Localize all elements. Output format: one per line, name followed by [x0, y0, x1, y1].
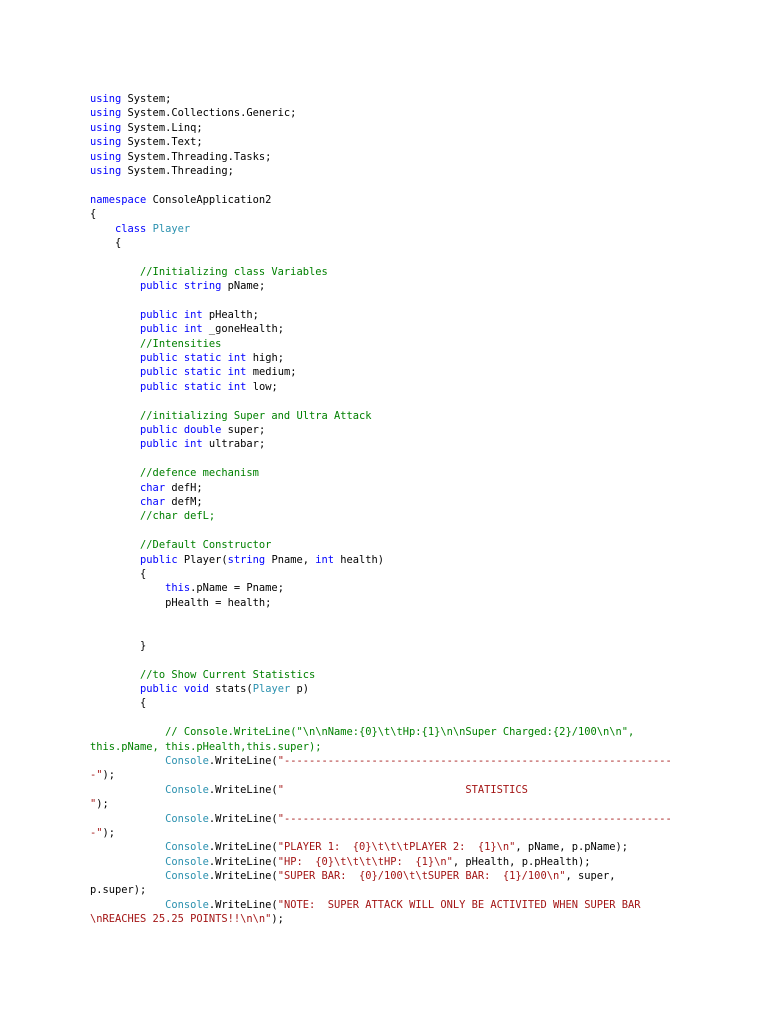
code-comment: this.pName, this.pHealth,this.super);: [90, 740, 322, 753]
code-keyword: using: [90, 121, 122, 134]
code-line: [90, 624, 672, 638]
code-line: [90, 783, 672, 797]
code-text: System.Threading.Tasks;: [121, 150, 272, 163]
code-line: [90, 538, 672, 552]
code-comment: //Default Constructor: [140, 539, 272, 552]
code-line: [90, 567, 672, 581]
code-line: [90, 581, 672, 595]
code-comment: //initializing Super and Ultra Attack: [140, 409, 372, 422]
code-text: ultrabar;: [202, 438, 266, 451]
code-keyword: string: [183, 280, 222, 293]
code-line: [90, 106, 672, 120]
code-line: [90, 855, 672, 869]
code-keyword: public: [140, 308, 178, 321]
code-text: .WriteLine(: [208, 754, 278, 767]
code-keyword: using: [90, 93, 122, 105]
code-line: [90, 437, 672, 451]
code-line: [90, 553, 672, 567]
code-text: [90, 669, 140, 681]
code-keyword: void: [183, 683, 209, 696]
code-keyword: int: [183, 438, 203, 451]
code-line: [90, 509, 672, 523]
code-keyword: int: [227, 352, 247, 365]
code-text: [90, 554, 140, 566]
code-text: System.Threading;: [121, 164, 234, 177]
code-text: .WriteLine(: [208, 783, 278, 796]
code-string: -": [90, 769, 103, 782]
code-text: pHealth = health;: [90, 596, 272, 609]
code-line: [90, 164, 672, 178]
code-line: [90, 840, 672, 854]
code-text: [90, 841, 165, 853]
code-line: [90, 711, 672, 725]
code-line: [90, 365, 672, 379]
code-type-name: Player: [152, 222, 191, 235]
code-line: [90, 265, 672, 279]
code-text: [90, 424, 140, 436]
code-line: [90, 826, 672, 840]
code-text: _goneHealth;: [202, 323, 284, 336]
code-text: .WriteLine(: [208, 841, 278, 854]
code-line: [90, 740, 672, 754]
code-string: -": [90, 826, 103, 839]
code-string: "PLAYER 1: {0}\t\t\tPLAYER 2: {1}\n": [277, 841, 516, 854]
code-text: System;: [121, 93, 172, 105]
code-line: [90, 768, 672, 782]
code-text: [90, 323, 140, 335]
code-keyword: public: [140, 438, 178, 451]
code-text: medium;: [246, 366, 297, 379]
code-text: [90, 784, 165, 796]
code-line: [90, 135, 672, 149]
code-comment: // Console.WriteLine("\n\nName:{0}\t\tHp:{1}\n\nSuper Charged:{2}/100\n\n",: [165, 726, 635, 739]
code-text: {: [90, 208, 97, 221]
code-type-name: Console: [165, 898, 209, 911]
code-text: );: [102, 826, 116, 839]
code-text: System.Linq;: [121, 121, 203, 134]
code-text: [90, 510, 140, 522]
code-keyword: namespace: [90, 193, 147, 206]
code-text: [90, 496, 140, 508]
code-text: );: [96, 798, 109, 811]
code-text: ConsoleApplication2: [146, 193, 272, 206]
code-text: );: [102, 769, 116, 782]
code-keyword: public: [140, 352, 178, 365]
code-keyword: char: [140, 495, 166, 508]
code-keyword: int: [183, 308, 203, 321]
code-text: [90, 280, 140, 292]
code-text: , pHealth, p.pHealth);: [452, 855, 591, 868]
code-text: defM;: [165, 495, 203, 508]
code-line: [90, 207, 672, 221]
code-text: [90, 539, 140, 551]
code-text: stats(: [208, 683, 253, 696]
code-text: p.super);: [90, 884, 147, 897]
code-text: [90, 683, 140, 695]
code-string: \nREACHES 25.25 POINTS!!\n\n": [90, 913, 272, 926]
code-keyword: class: [115, 222, 147, 235]
code-text: pName;: [221, 280, 266, 293]
code-text: [90, 338, 140, 350]
code-line: [90, 322, 672, 336]
code-keyword: int: [227, 366, 247, 379]
code-text: System.Collections.Generic;: [121, 107, 297, 120]
code-line: [90, 293, 672, 307]
code-line: [90, 250, 672, 264]
code-text: , pName, p.pName);: [515, 841, 629, 854]
code-keyword: public: [140, 323, 178, 336]
code-line: [90, 725, 672, 739]
code-string: "--------------------------------------------------------------: [277, 754, 672, 767]
code-line: [90, 150, 672, 164]
code-text: low;: [246, 380, 278, 393]
code-line: [90, 898, 672, 912]
code-text: {: [90, 567, 147, 580]
code-line: [90, 639, 672, 653]
code-text: [90, 223, 115, 235]
code-comment: //defence mechanism: [140, 467, 259, 480]
code-text: [90, 582, 165, 594]
code-text: {: [90, 697, 147, 710]
code-line: [90, 236, 672, 250]
code-comment: //to Show Current Statistics: [140, 668, 316, 681]
code-text: [90, 870, 165, 882]
code-keyword: char: [140, 481, 166, 494]
code-text: {: [90, 236, 122, 249]
code-keyword: public: [140, 553, 178, 566]
code-listing: [90, 92, 672, 927]
code-text: .WriteLine(: [208, 855, 278, 868]
code-line: [90, 797, 672, 811]
code-comment: //char defL;: [140, 510, 216, 523]
code-text: .WriteLine(: [208, 898, 278, 911]
code-text: defH;: [165, 481, 203, 494]
code-string: ": [90, 798, 97, 811]
code-text: .WriteLine(: [208, 812, 278, 825]
code-text: [90, 856, 165, 868]
code-text: .WriteLine(: [208, 870, 278, 883]
code-type-name: Console: [165, 870, 209, 883]
code-keyword: public: [140, 366, 178, 379]
code-keyword: using: [90, 164, 122, 177]
code-keyword: using: [90, 150, 122, 163]
code-text: health): [334, 553, 385, 566]
code-text: System.Text;: [121, 136, 203, 149]
code-text: super;: [221, 423, 266, 436]
code-type-name: Console: [165, 812, 209, 825]
code-line: [90, 653, 672, 667]
code-comment: //Initializing class Variables: [140, 265, 328, 278]
code-keyword: static: [183, 380, 222, 393]
code-line: [90, 409, 672, 423]
code-line: [90, 696, 672, 710]
code-keyword: using: [90, 136, 122, 149]
code-text: [90, 755, 165, 767]
code-line: [90, 682, 672, 696]
code-keyword: string: [227, 553, 266, 566]
code-text: p): [290, 683, 310, 696]
code-line: [90, 279, 672, 293]
code-line: [90, 178, 672, 192]
code-keyword: using: [90, 107, 122, 120]
code-line: [90, 193, 672, 207]
code-text: [90, 309, 140, 321]
code-line: [90, 394, 672, 408]
code-text: Pname,: [265, 553, 316, 566]
code-text: [90, 366, 140, 378]
code-text: [90, 899, 165, 911]
code-type-name: Player: [252, 683, 291, 696]
code-keyword: int: [227, 380, 247, 393]
code-type-name: Console: [165, 855, 209, 868]
code-line: [90, 812, 672, 826]
code-line: [90, 121, 672, 135]
code-line: [90, 222, 672, 236]
code-string: "HP: {0}\t\t\t\tHP: {1}\n": [277, 855, 453, 868]
code-keyword: static: [183, 366, 222, 379]
code-text: high;: [246, 352, 284, 365]
code-line: [90, 423, 672, 437]
code-text: [90, 381, 140, 393]
code-keyword: public: [140, 423, 178, 436]
code-text: , super,: [565, 870, 616, 883]
code-line: [90, 452, 672, 466]
code-text: [90, 726, 165, 738]
code-type-name: Console: [165, 754, 209, 767]
code-line: [90, 869, 672, 883]
code-line: [90, 754, 672, 768]
code-keyword: static: [183, 352, 222, 365]
code-text: [90, 467, 140, 479]
code-keyword: this: [165, 582, 191, 595]
code-text: pHealth;: [202, 308, 259, 321]
code-keyword: public: [140, 280, 178, 293]
code-comment: //Intensities: [140, 337, 222, 350]
code-text: );: [271, 913, 284, 926]
code-keyword: int: [183, 323, 203, 336]
code-string: "NOTE: SUPER ATTACK WILL ONLY BE ACTIVITED WHEN SUPER BAR: [277, 898, 641, 911]
code-text: }: [90, 639, 147, 652]
code-text: .pName = Pname;: [190, 582, 284, 595]
code-text: [90, 438, 140, 450]
code-string: "SUPER BAR: {0}/100\t\tSUPER BAR: {1}/100\n": [277, 870, 566, 883]
code-keyword: int: [315, 553, 335, 566]
code-keyword: public: [140, 380, 178, 393]
code-text: [90, 410, 140, 422]
code-text: [90, 266, 140, 278]
code-text: [90, 352, 140, 364]
code-line: [90, 668, 672, 682]
code-line: [90, 596, 672, 610]
code-line: [90, 912, 672, 926]
code-line: [90, 481, 672, 495]
code-line: [90, 337, 672, 351]
code-line: [90, 883, 672, 897]
code-line: [90, 92, 672, 106]
code-type-name: Console: [165, 841, 209, 854]
code-line: [90, 495, 672, 509]
code-string: " STATISTICS: [277, 783, 528, 796]
code-keyword: public: [140, 683, 178, 696]
code-line: [90, 380, 672, 394]
code-line: [90, 466, 672, 480]
code-text: [90, 482, 140, 494]
code-line: [90, 351, 672, 365]
code-line: [90, 308, 672, 322]
code-string: "--------------------------------------------------------------: [277, 812, 672, 825]
code-type-name: Console: [165, 783, 209, 796]
code-line: [90, 610, 672, 624]
code-text: [90, 813, 165, 825]
code-text: Player(: [177, 553, 228, 566]
code-line: [90, 524, 672, 538]
code-keyword: double: [183, 423, 222, 436]
